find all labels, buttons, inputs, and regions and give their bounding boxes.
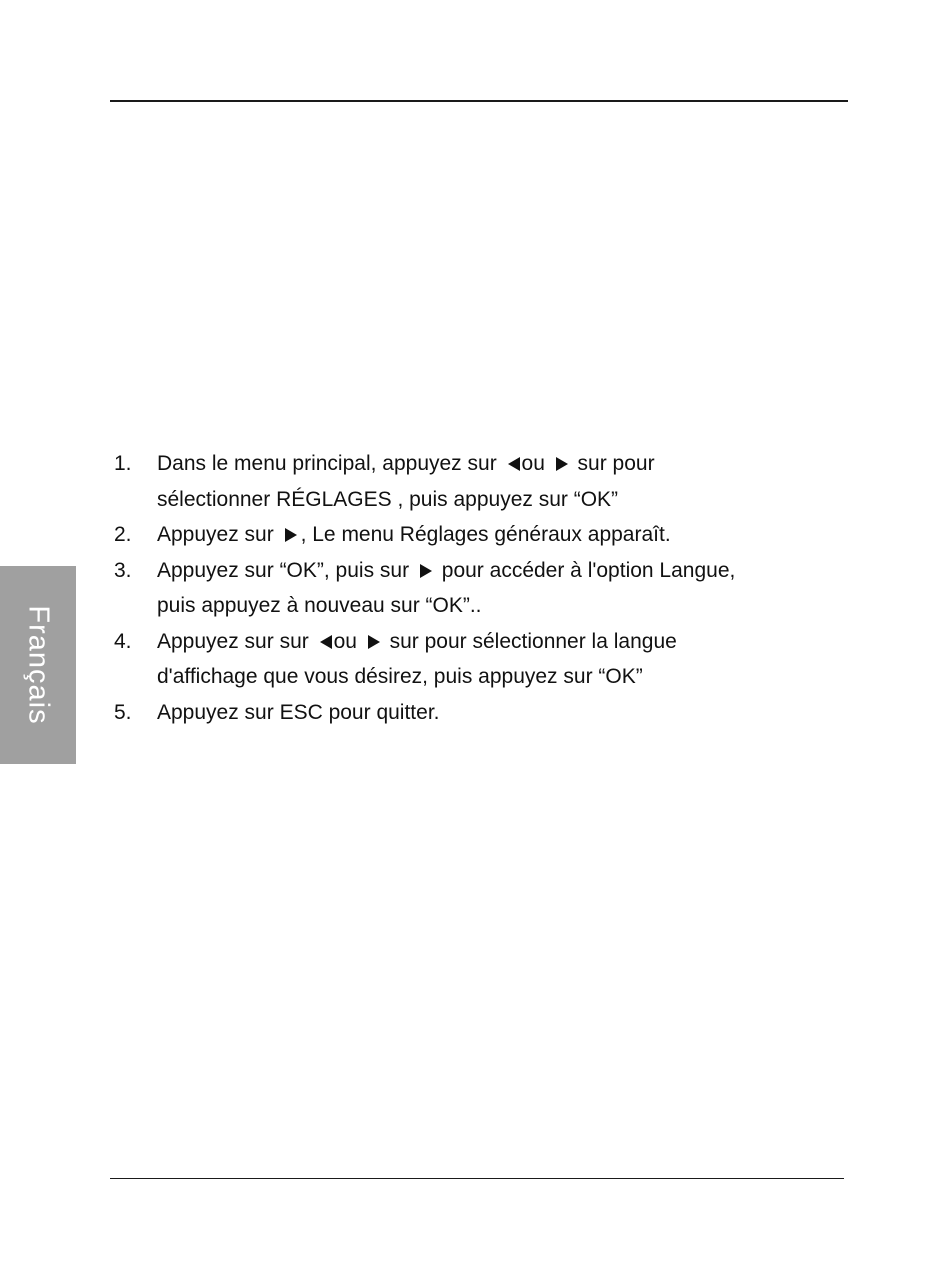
step-line (157, 553, 874, 589)
text-fragment: Appuyez sur (157, 523, 280, 546)
step-text (157, 624, 874, 695)
language-side-tab (0, 566, 76, 764)
step-2 (114, 517, 874, 553)
step-line: d'affichage que vous désirez, puis appuyez sur “OK” (157, 665, 643, 688)
step-text (157, 446, 874, 517)
text-fragment: Dans le menu principal, appuyez sur (157, 452, 503, 475)
text-fragment: , Le menu Réglages généraux apparaît. (300, 523, 671, 546)
text-fragment: Appuyez sur sur (157, 629, 315, 653)
step-line (157, 446, 874, 482)
left-triangle-icon (320, 635, 332, 649)
right-triangle-icon (556, 457, 568, 471)
text-fragment: ou (521, 452, 551, 475)
step-text (157, 517, 874, 553)
step-number: 2. (114, 523, 132, 546)
header-rule (110, 100, 848, 102)
step-3 (114, 553, 874, 624)
step-number: 5. (114, 700, 132, 724)
text-fragment: sur pour sélectionner la langue (383, 629, 677, 653)
step-number: 4. (114, 629, 132, 653)
text-fragment: sur pour (571, 452, 655, 475)
step-number: 1. (114, 452, 132, 475)
step-line (157, 624, 874, 660)
step-1 (114, 446, 874, 517)
step-text (157, 553, 874, 624)
left-triangle-icon (508, 457, 520, 471)
step-number: 3. (114, 558, 132, 582)
step-text (157, 695, 874, 731)
step-4 (114, 624, 874, 695)
step-line: sélectionner RÉGLAGES , puis appuyez sur “OK” (157, 487, 619, 511)
step-line: Appuyez sur ESC pour quitter. (157, 700, 440, 724)
text-fragment: ou (333, 629, 363, 653)
footer-rule (110, 1178, 844, 1179)
step-5 (114, 695, 874, 731)
right-triangle-icon (285, 528, 297, 542)
right-triangle-icon (420, 564, 432, 578)
instruction-steps (114, 446, 874, 730)
text-fragment: Appuyez sur “OK”, puis sur (157, 558, 415, 582)
text-fragment: pour accéder à l'option Langue, (435, 558, 736, 582)
step-line (157, 517, 874, 553)
step-line: puis appuyez à nouveau sur “OK”.. (157, 594, 482, 617)
right-triangle-icon (368, 635, 380, 649)
side-tab-label: Français (22, 605, 55, 725)
